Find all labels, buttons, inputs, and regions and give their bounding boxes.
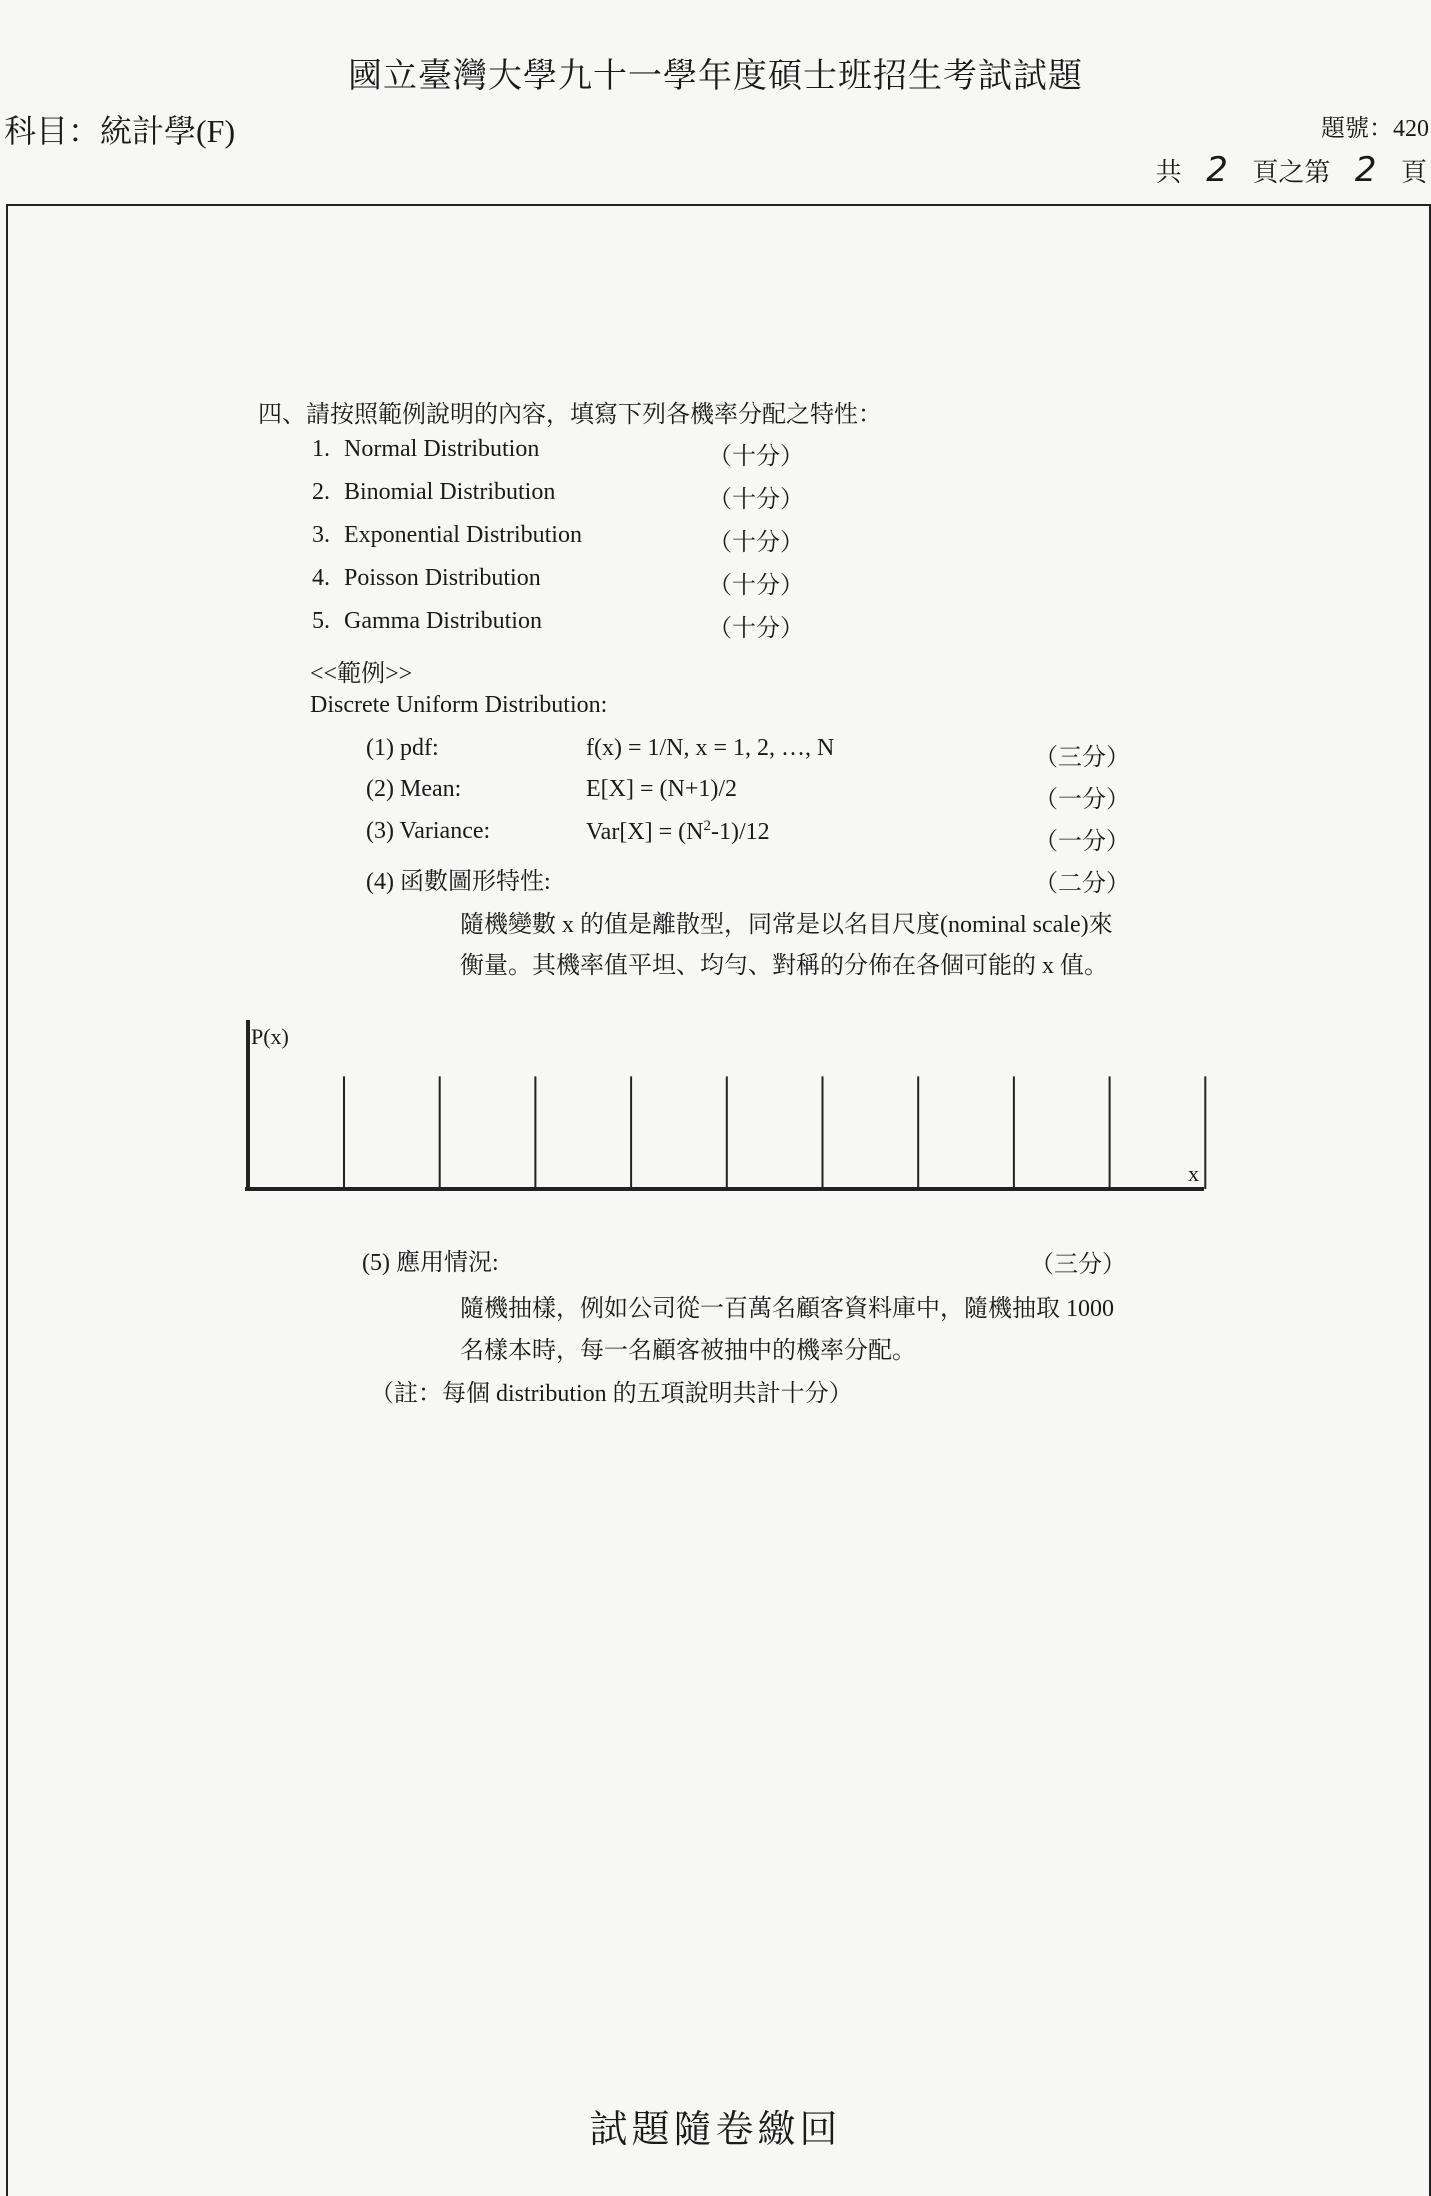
item-points: （十分） bbox=[708, 616, 804, 642]
item-label: Poisson Distribution bbox=[344, 565, 541, 591]
variance-label: (3) Variance: bbox=[366, 818, 491, 844]
item-label: Normal Distribution bbox=[344, 436, 540, 462]
page-total-prefix: 共 bbox=[1155, 158, 1182, 187]
item-points: （十分） bbox=[708, 444, 804, 470]
pdf-label: (1) pdf: bbox=[366, 735, 439, 761]
pmf-chart bbox=[0, 1010, 1431, 1210]
list-item bbox=[312, 479, 555, 506]
shape-label: (4) 函數圖形特性: bbox=[366, 869, 551, 895]
list-item bbox=[312, 565, 541, 592]
shape-points: （二分） bbox=[1034, 871, 1130, 897]
item-number: 2. bbox=[312, 479, 330, 505]
application-label: (5) 應用情況: bbox=[362, 1250, 499, 1276]
shape-description-line-1: 隨機變數 x 的值是離散型，同常是以名目尺度(nominal scale)來 bbox=[460, 912, 1113, 938]
mean-points: （一分） bbox=[1034, 787, 1130, 813]
item-number: 3. bbox=[312, 522, 330, 548]
item-points: （十分） bbox=[708, 530, 804, 556]
variance-points: （一分） bbox=[1034, 829, 1130, 855]
variance-formula-post: -1)/12 bbox=[711, 819, 770, 845]
item-number: 4. bbox=[312, 565, 330, 591]
pdf-points: （三分） bbox=[1034, 745, 1130, 771]
item-label: Gamma Distribution bbox=[344, 608, 542, 634]
example-tag: <<範例>> bbox=[310, 661, 413, 687]
x-axis-label: x bbox=[1188, 1161, 1199, 1186]
mean-formula: E[X] = (N+1)/2 bbox=[586, 776, 738, 802]
exam-title: 國立臺灣大學九十一學年度碩士班招生考試試題 bbox=[348, 58, 1083, 95]
question-number: 題號：420 bbox=[1321, 116, 1429, 142]
list-item bbox=[312, 608, 542, 635]
item-points: （十分） bbox=[708, 573, 804, 599]
y-axis-label: P(x) bbox=[251, 1024, 289, 1049]
pdf-formula: f(x) = 1/N, x = 1, 2, …, N bbox=[586, 735, 835, 761]
item-points: （十分） bbox=[708, 487, 804, 513]
page-current: 2 bbox=[1354, 150, 1377, 190]
shape-description-line-2: 衡量。其機率值平坦、均勻、對稱的分佈在各個可能的 x 值。 bbox=[460, 953, 1108, 979]
page-info bbox=[1156, 150, 1427, 190]
application-description-line-2: 名樣本時，每一名顧客被抽中的機率分配。 bbox=[460, 1338, 916, 1364]
page-suffix: 頁 bbox=[1400, 158, 1427, 187]
subject-label: 科目：統計學(F) bbox=[4, 113, 236, 149]
list-item bbox=[312, 522, 582, 549]
variance-formula-sup: 2 bbox=[703, 818, 711, 834]
item-label: Binomial Distribution bbox=[344, 479, 556, 505]
variance-formula bbox=[586, 818, 770, 846]
application-description-line-1: 隨機抽樣，例如公司從一百萬名顧客資料庫中，隨機抽取 1000 bbox=[460, 1296, 1114, 1322]
question-heading: 四、請按照範例說明的內容，填寫下列各機率分配之特性： bbox=[258, 402, 882, 428]
variance-formula-pre: Var[X] = (N bbox=[586, 819, 704, 845]
footer-return-notice: 試題隨卷繳回 bbox=[589, 2107, 842, 2151]
item-number: 1. bbox=[312, 436, 330, 462]
list-item bbox=[312, 436, 539, 463]
example-name: Discrete Uniform Distribution: bbox=[310, 692, 608, 718]
page-current-prefix: 頁之第 bbox=[1252, 158, 1331, 187]
mean-label: (2) Mean: bbox=[366, 776, 462, 802]
page-total: 2 bbox=[1206, 150, 1228, 190]
item-label: Exponential Distribution bbox=[344, 522, 582, 548]
application-points: （三分） bbox=[1030, 1252, 1126, 1278]
item-number: 5. bbox=[312, 608, 330, 634]
scoring-note: （註：每個 distribution 的五項說明共計十分） bbox=[370, 1381, 853, 1407]
